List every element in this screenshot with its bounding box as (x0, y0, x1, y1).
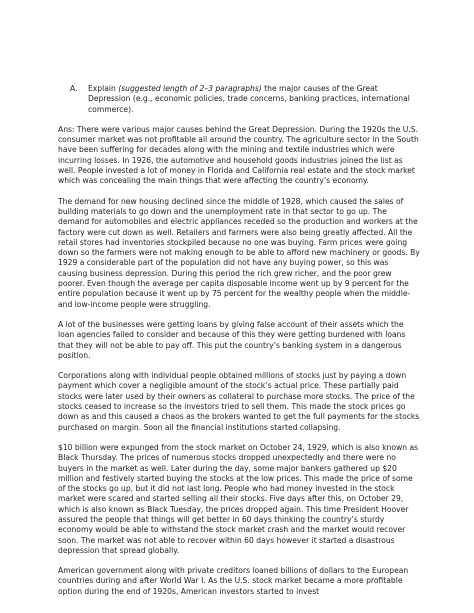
document-page (58, 84, 420, 607)
body-paragraph: The demand for new housing declined since the middle of 1928, which caused the sales of building materials to go down and the unemployment rate in that sector to go up. The demand for automobiles and electric appliances receded so the production and workers at the factory were cut down as well. Retailers and farmers were also being greatly affected. All the retail stores had inventories stockpiled because no one was buying. Farm prices were going down so the farmers were not making enough to be able to afford new machinery or goods. By 1929 a considerable part of the population did not have any buying power, so this was causing business depression. During this period the rich grew richer, and the poor grew poorer. Even though the average per capita disposable income went up by 9 percent for the entire population because it went up by 75 percent for the wealthy people when the middle- and low-income people were struggling. (58, 196, 420, 309)
question-item (70, 84, 420, 115)
question-text (88, 84, 420, 115)
body-paragraph: A lot of the businesses were getting loans by giving false account of their assets which the loan agencies failed to consider and because of this they were getting burdened with loans that they will not be able to pay off. This put the country’s banking system in a dangerous position. (58, 319, 406, 360)
question-prefix: Explain (88, 84, 116, 93)
question-emphasis: (suggested length of 2–3 paragraphs) (118, 84, 262, 93)
body-paragraph: Corporations along with individual people obtained millions of stocks just by paying a down payment which cover a negligible amount of the stock’s actual price. These partially paid stocks were later used by their owners as collateral to purchase more stocks. The price of the stocks ceased to increase so the investors tried to sell them. This made the stock prices go down as and this caused a chaos as the brokers wanted to get the full payments for the stocks purchased on margin. Soon all the financial institutions started collapsing. (58, 371, 420, 432)
body-paragraph: $10 billion were expunged from the stock market on October 24, 1929, which is also known as Black Thursday. The prices of numerous stocks dropped unexpectedly and there were no buyers in the market as well. Later during the day, some major bankers gathered up $20 million and festively started buying the stocks at the low prices. This made the price of some of the stocks go up, but it did not last long. People who had money invested in the stock market were scared and started selling all their stocks. Five days after this, on October 29, which is also known as Black Tuesday, the prices dropped again. This time President Hoover assured the people that things will get better in 60 days thinking the country’s sturdy economy would be able to withstand the stock market crash and the market would recover soon. The market was not able to recover within 60 days however it started a disastrous depression that spread globally. (58, 442, 419, 555)
question-suffix: the major causes of the Great Depression (e.g., economic policies, trade concerns, banking practices, international commerce). (88, 84, 410, 114)
list-marker: A. (70, 84, 78, 93)
answer-paragraph: Ans: There were various major causes behind the Great Depression. During the 1920s the U.S. consumer market was not profitable all around the country. The agriculture sector in the South have been suffering for decades along with the mining and textile industries which were incurring losses. In 1926, the automotive and household goods industries joined the list as well. People invested a lot of money in Florida and California real estate and the stock market which was concealing the main things that were affecting the country’s economy. (58, 124, 419, 186)
body-paragraph: American government along with private creditors loaned billions of dollars to the European countries during and after World War I. As the U.S. stock market became a more profitable option during the end of 1920s, American investors started to invest (58, 566, 409, 596)
